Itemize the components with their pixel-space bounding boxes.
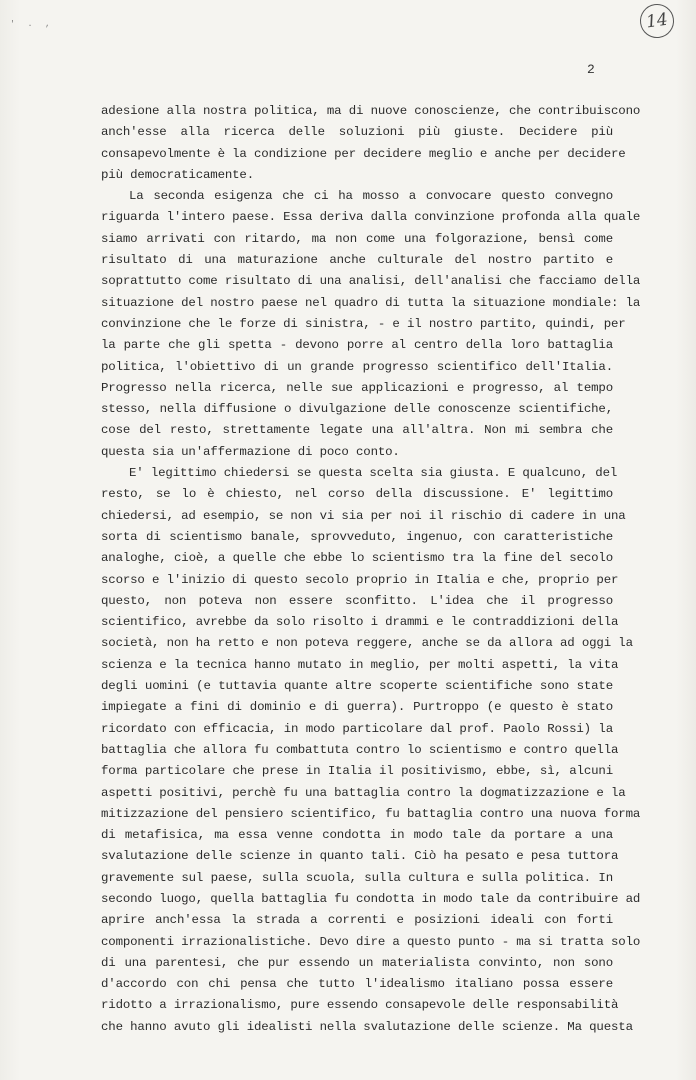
text-line: resto, se lo è chiesto, nel corso della discussione. E' legittimo	[101, 487, 613, 502]
text-line: stesso, nella diffusione o divulgazione delle conoscenze scientifiche,	[101, 402, 613, 417]
text-line: degli uomini (e tuttavia quante altre scoperte scientifiche sono state	[101, 679, 613, 694]
text-line: politica, l'obiettivo di un grande progresso scientifico dell'Italia.	[101, 359, 613, 374]
text-line: sorta di scientismo banale, sprovveduto, ingenuo, con caratteristiche	[101, 529, 613, 544]
text-line: ridotto a irrazionalismo, pure essendo consapevole delle responsabilità	[101, 998, 619, 1013]
text-line: analoghe, cioè, a quelle che ebbe lo scientismo tra la fine del secolo	[101, 551, 613, 566]
text-line: società, non ha retto e non poteva reggere, anche se da allora ad oggi la	[101, 636, 633, 651]
text-line: che hanno avuto gli idealisti nella svalutazione delle scienze. Ma questa	[101, 1019, 633, 1034]
text-line: adesione alla nostra politica, ma di nuove conoscienze, che contribuiscono	[101, 104, 641, 118]
text-line: risultato di una maturazione anche culturale del nostro partito e	[101, 253, 613, 268]
text-line: soprattutto come risultato di una analisi, dell'analisi che facciamo della	[101, 274, 641, 289]
text-line: impiegate a fini di dominio e di guerra). Purtroppo (e questo è stato	[101, 700, 613, 715]
text-line: di metafisica, ma essa venne condotta in modo tale da portare a una	[101, 828, 613, 843]
text-line: la parte che gli spetta - devono porre al centro della loro battaglia	[101, 338, 613, 353]
body-text	[101, 101, 641, 1038]
text-line: questa sia un'affermazione di poco conto.	[101, 444, 400, 459]
text-line: scientifico, avrebbe da solo risolto i drammi e le contraddizioni della	[101, 615, 619, 630]
text-line: più democraticamente.	[101, 167, 254, 182]
text-line: situazione del nostro paese nel quadro di tutta la situazione mondiale: la	[101, 295, 641, 310]
text-line: battaglia che allora fu combattuta contro lo scientismo e contro quella	[101, 742, 619, 757]
margin-specks: ' . ,	[10, 20, 55, 29]
text-line: mitizzazione del pensiero scientifico, fu battaglia contro una nuova forma	[101, 806, 641, 821]
text-line: anch'esse alla ricerca delle soluzioni più giuste. Decidere più	[101, 125, 613, 140]
text-line: scorso e l'inizio di questo secolo proprio in Italia e che, proprio per	[101, 572, 619, 587]
text-line: convinzione che le forze di sinistra, - e il nostro partito, quindi, per	[101, 316, 626, 331]
text-line: siamo arrivati con ritardo, ma non come una folgorazione, bensì come	[101, 231, 613, 246]
text-line: ricordato con efficacia, in modo particolare dal prof. Paolo Rossi) la	[101, 721, 613, 736]
text-line: aspetti positivi, perchè fu una battaglia contro la dogmatizzazione e la	[101, 785, 626, 800]
text-line: componenti irrazionalistiche. Devo dire a questo punto - ma si tratta solo	[101, 934, 641, 949]
text-line: d'accordo con chi pensa che tutto l'idealismo italiano possa essere	[101, 977, 613, 992]
page-number: 2	[587, 62, 595, 77]
archive-stamp-icon: 14	[638, 2, 676, 40]
text-line: consapevolmente è la condizione per decidere meglio e anche per decidere	[101, 146, 626, 161]
text-line: forma particolare che prese in Italia il positivismo, ebbe, sì, alcuni	[101, 764, 613, 779]
text-line: cose del resto, strettamente legate una all'altra. Non mi sembra che	[101, 423, 613, 438]
text-line: questo, non poteva non essere sconfitto. L'idea che il progresso	[101, 593, 613, 608]
text-line: chiedersi, ad esempio, se non vi sia per noi il rischio di cadere in una	[101, 508, 626, 523]
text-line: riguarda l'intero paese. Essa deriva dalla convinzione profonda alla quale	[101, 210, 641, 225]
text-line: di una parentesi, che pur essendo un materialista convinto, non sono	[101, 955, 613, 970]
text-line: gravemente sul paese, sulla scuola, sulla cultura e sulla politica. In	[101, 870, 613, 885]
text-line: E' legittimo chiedersi se questa scelta sia giusta. E qualcuno, del	[129, 466, 618, 481]
text-line: La seconda esigenza che ci ha mosso a convocare questo convegno	[129, 189, 613, 204]
text-line: aprire anch'essa la strada a correnti e posizioni ideali con forti	[101, 913, 613, 928]
text-line: secondo luogo, quella battaglia fu condotta in modo tale da contribuire ad	[101, 891, 641, 906]
text-line: svalutazione delle scienze in quanto tali. Ciò ha pesato e pesa tuttora	[101, 849, 619, 864]
text-line: Progresso nella ricerca, nelle sue applicazioni e progresso, al tempo	[101, 380, 613, 395]
text-line: scienza e la tecnica hanno mutato in meglio, per molti aspetti, la vita	[101, 657, 619, 672]
